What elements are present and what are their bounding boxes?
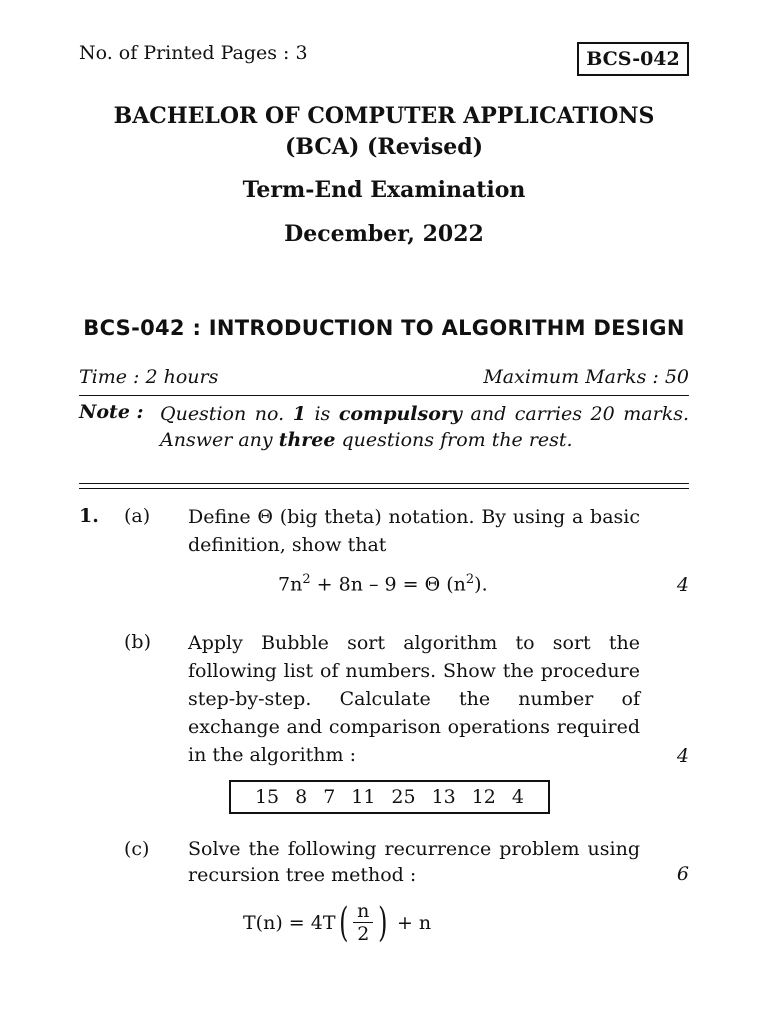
fraction-denominator: 2 [353, 922, 373, 945]
part-c-text: Solve the following recurrence problem using recursion tree method : [188, 838, 640, 886]
time-allowed: Time : 2 hours [79, 366, 219, 388]
exam-date: December, 2022 [284, 221, 484, 247]
part-a-label: (a) [124, 505, 151, 527]
printed-pages: No. of Printed Pages : 3 [79, 42, 308, 64]
list-item: 4 [511, 786, 524, 808]
fraction-numerator: n [357, 900, 370, 922]
program-subtitle: (BCA) (Revised) [284, 134, 484, 160]
note-label: Note : [79, 401, 144, 423]
maximum-marks: Maximum Marks : 50 [483, 366, 689, 388]
list-item: 11 [351, 786, 376, 808]
list-item: 25 [391, 786, 416, 808]
list-item: 13 [431, 786, 456, 808]
double-divider-top [79, 483, 689, 484]
exam-title: Term-End Examination [242, 177, 526, 203]
fraction [353, 900, 373, 945]
part-a-marks: 4 [676, 574, 689, 596]
divider [79, 395, 689, 396]
list-item: 15 [254, 786, 280, 808]
part-c-label: (c) [124, 838, 150, 860]
recurrence-lhs: T(n) = 4T [243, 911, 336, 934]
right-paren: ) [378, 899, 388, 946]
recurrence-equation [243, 900, 431, 945]
program-title: BACHELOR OF COMPUTER APPLICATIONS [113, 103, 655, 129]
left-paren: ( [338, 899, 348, 946]
number-list-box [229, 780, 550, 814]
part-a-equation: $7n^2 + 8n - 9 = \Theta$ $(n^2)$. [278, 572, 488, 596]
question-number: 1. [79, 505, 99, 527]
part-b-label: (b) [124, 631, 151, 653]
recurrence-rhs: + n [396, 911, 432, 934]
course-title: BCS-042 : INTRODUCTION TO ALGORITHM DESIGN [83, 316, 685, 340]
part-c-marks: 6 [676, 863, 689, 885]
paper-code: BCS-042 [586, 48, 680, 70]
part-a-text: Define Θ (big theta) notation. By using a basic definition, show that [188, 506, 640, 556]
list-item: 12 [471, 786, 496, 808]
list-item: 7 [323, 786, 336, 808]
part-b-marks: 4 [676, 745, 689, 767]
list-item: 8 [295, 786, 308, 808]
paper-code-box [577, 42, 689, 76]
part-b-text: Apply Bubble sort algorithm to sort the following list of numbers. Show the procedure step-by-step. Calculate the number of exchange and comparison operations required in the algorithm : [188, 632, 640, 766]
note-text: Question no. 1 is compulsory and carries 20 marks. Answer any three questions from the rest. [160, 403, 690, 451]
double-divider-bottom [79, 488, 689, 489]
